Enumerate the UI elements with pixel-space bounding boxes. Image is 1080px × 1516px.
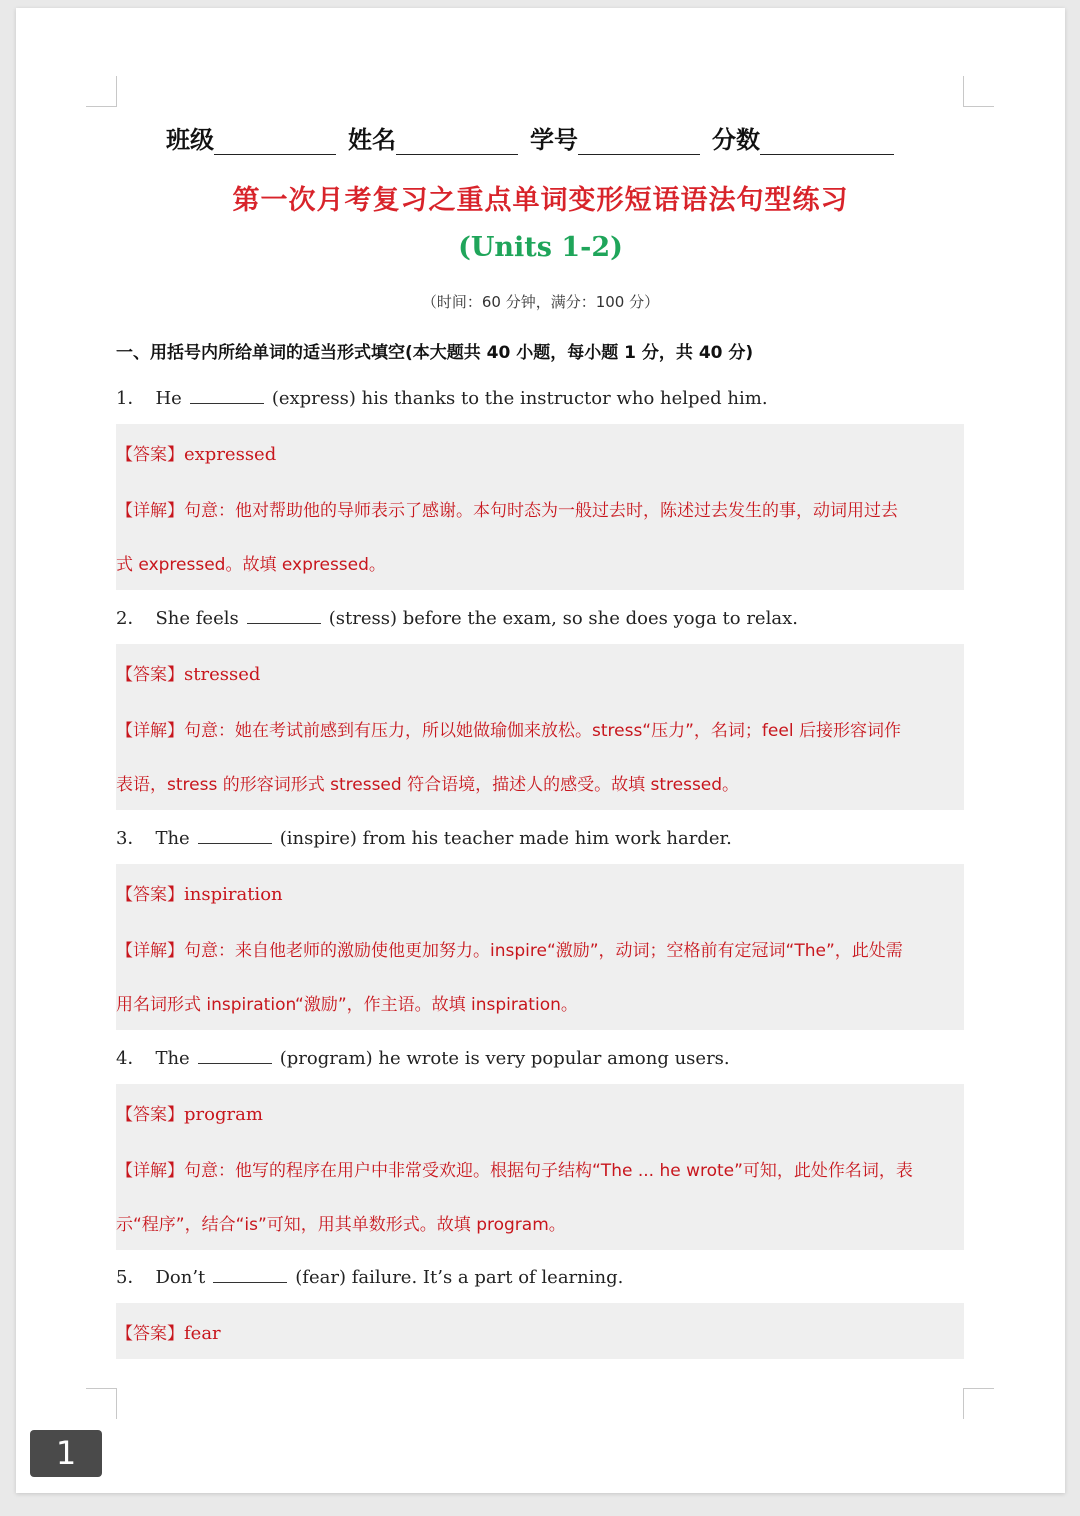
answer-tag: 【答案】: [116, 665, 184, 685]
student-info-line: [166, 120, 926, 160]
question-text-after: (stress) before the exam, so she does yoga to relax.: [328, 608, 798, 629]
answer-blank: [247, 609, 321, 624]
time-note: （时间：60 分钟，满分：100 分）: [421, 293, 660, 311]
answer-value: program: [184, 1104, 263, 1125]
crop-mark-bottom-left: [86, 1388, 117, 1419]
answer-box-3: [116, 864, 964, 1030]
class-blank: [214, 128, 336, 155]
question-text-before: Don’t: [155, 1267, 206, 1288]
document-page: [16, 8, 1065, 1493]
id-field: [530, 120, 700, 155]
answer-tag: 【答案】: [116, 1324, 184, 1344]
question-text-before: He: [155, 388, 182, 409]
answer-blank: [213, 1268, 287, 1283]
detail-line-1: [116, 1156, 913, 1181]
detail-tag: 【详解】: [116, 721, 184, 741]
question-number: 3．: [116, 828, 146, 849]
id-label: 学号: [530, 126, 578, 154]
class-field: [166, 120, 336, 155]
answer-line: [116, 1319, 221, 1344]
detail-tag: 【详解】: [116, 941, 184, 961]
score-label: 分数: [712, 126, 760, 154]
page-number-badge[interactable]: 1: [30, 1430, 102, 1477]
section-title: 一、用括号内所给单词的适当形式填空(本大题共 40 小题，每小题 1 分，共 40 分): [116, 343, 754, 363]
answer-box-2: [116, 644, 964, 810]
question-text-before: The: [155, 828, 190, 849]
crop-mark-bottom-right: [963, 1388, 994, 1419]
detail-text: 句意：她在考试前感到有压力，所以她做瑜伽来放松。stress“压力”，名词；feel 后接形容词作: [184, 721, 901, 741]
answer-value: inspiration: [184, 884, 283, 905]
answer-value: fear: [184, 1323, 221, 1344]
answer-box-1: [116, 424, 964, 590]
answer-tag: 【答案】: [116, 885, 184, 905]
detail-line-1: [116, 936, 903, 961]
question-number: 2．: [116, 608, 146, 629]
answer-blank: [198, 1049, 272, 1064]
name-field: [348, 120, 518, 155]
question-text-after: (program) he wrote is very popular among users.: [279, 1048, 730, 1069]
document-subtitle: (Units 1-2): [458, 232, 623, 263]
score-blank: [760, 128, 894, 155]
answer-line: [116, 880, 283, 905]
answer-box-4: [116, 1084, 964, 1250]
question-4: [116, 1044, 730, 1070]
question-text-after: (inspire) from his teacher made him work harder.: [279, 828, 732, 849]
document-title: 第一次月考复习之重点单词变形短语语法句型练习: [232, 185, 849, 216]
detail-text: 句意：来自他老师的激励使他更加努力。inspire“激励”，动词；空格前有定冠词“The”，此处需: [184, 941, 903, 961]
crop-mark-top-left: [86, 76, 117, 107]
crop-mark-top-right: [963, 76, 994, 107]
answer-line: [116, 1100, 263, 1125]
detail-line-2: 用名词形式 inspiration“激励”，作主语。故填 inspiration。: [116, 995, 578, 1015]
answer-line: [116, 440, 276, 465]
question-text-before: The: [155, 1048, 190, 1069]
answer-blank: [198, 829, 272, 844]
question-number: 5．: [116, 1267, 146, 1288]
detail-line-1: [116, 716, 901, 741]
question-1: [116, 384, 768, 410]
detail-line-2: 表语，stress 的形容词形式 stressed 符合语境，描述人的感受。故填 stressed。: [116, 775, 740, 795]
question-3: [116, 824, 732, 850]
question-2: [116, 604, 798, 630]
score-field: [712, 120, 894, 155]
name-label: 姓名: [348, 126, 396, 154]
question-text-after: (fear) failure. It’s a part of learning.: [295, 1267, 624, 1288]
id-blank: [578, 128, 700, 155]
detail-line-1: [116, 496, 898, 521]
detail-tag: 【详解】: [116, 1161, 184, 1181]
question-number: 1．: [116, 388, 146, 409]
detail-line-2: 示“程序”，结合“is”可知，用其单数形式。故填 program。: [116, 1215, 566, 1235]
question-text-before: She feels: [155, 608, 239, 629]
question-text-after: (express) his thanks to the instructor who helped him.: [271, 388, 768, 409]
answer-tag: 【答案】: [116, 445, 184, 465]
class-label: 班级: [166, 126, 214, 154]
detail-text: 句意：他对帮助他的导师表示了感谢。本句时态为一般过去时，陈述过去发生的事，动词用过去: [184, 501, 898, 521]
name-blank: [396, 128, 518, 155]
detail-tag: 【详解】: [116, 501, 184, 521]
answer-line: [116, 660, 260, 685]
answer-value: expressed: [184, 444, 277, 465]
detail-line-2: 式 expressed。故填 expressed。: [116, 555, 386, 575]
answer-tag: 【答案】: [116, 1105, 184, 1125]
detail-text: 句意：他写的程序在用户中非常受欢迎。根据句子结构“The ... he wrote”可知，此处作名词，表: [184, 1161, 913, 1181]
answer-box-5: [116, 1303, 964, 1359]
answer-blank: [190, 389, 264, 404]
answer-value: stressed: [184, 664, 261, 685]
question-5: [116, 1263, 623, 1289]
question-number: 4．: [116, 1048, 146, 1069]
